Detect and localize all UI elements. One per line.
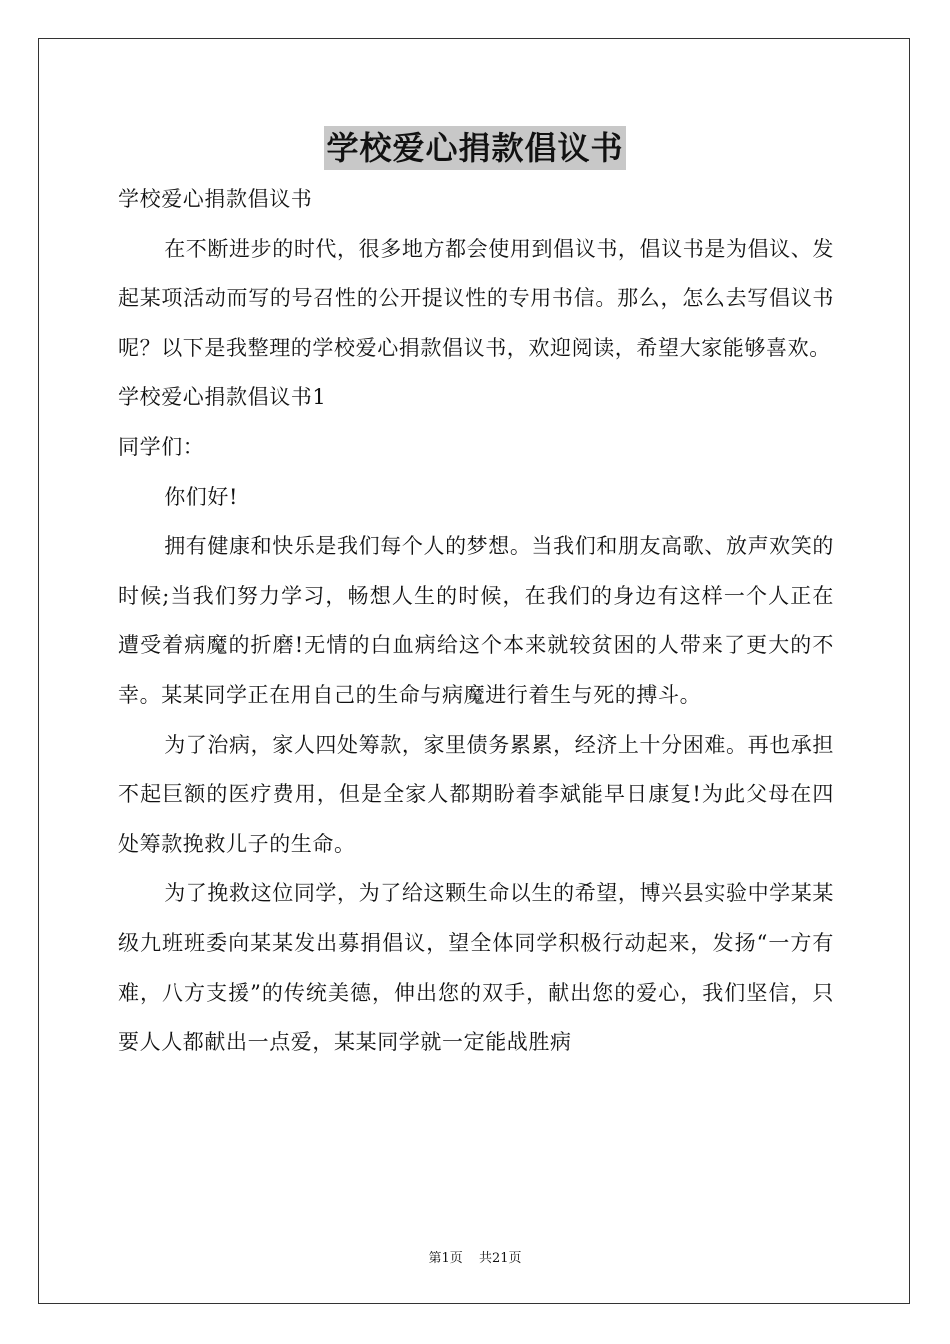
body-paragraph: 拥有健康和快乐是我们每个人的梦想。当我们和朋友高歌、放声欢笑的时候;当我们努力学习，畅想人生的时候，在我们的身边有这样一个人正在遭受着病魔的折磨!无情的白血病给这个本来就较贫困的人带来了更大的不幸。某某同学正在用自己的生命与病魔进行着生与死的搏斗。 bbox=[118, 534, 834, 707]
title-container bbox=[0, 126, 950, 170]
intro-paragraph: 在不断进步的时代，很多地方都会使用到倡议书，倡议书是为倡议、发起某项活动而写的号召性的公开提议性的专用书信。那么，怎么去写倡议书呢？以下是我整理的学校爱心捐款倡议书，欢迎阅读，希望大家能够喜欢。 bbox=[118, 236, 834, 360]
page-number: 第1页 bbox=[428, 1251, 463, 1266]
body-paragraph: 为了挽救这位同学，为了给这颗生命以生的希望，博兴县实验中学某某级九班班委向某某发出募捐倡议，望全体同学积极行动起来，发扬“一方有难，八方支援”的传统美德，伸出您的双手，献出您的爱心，我们坚信，只要人人都献出一点爱，某某同学就一定能战胜病 bbox=[118, 881, 834, 1055]
body-paragraph: 为了治病，家人四处筹款，家里债务累累，经济上十分困难。再也承担不起巨额的医疗费用，但是全家人都期盼着李斌能早日康复!为此父母在四处筹款挽救儿子的生命。 bbox=[118, 732, 834, 856]
page-footer bbox=[0, 1247, 950, 1266]
section-heading: 学校爱心捐款倡议书1 bbox=[118, 385, 327, 410]
greeting: 你们好! bbox=[164, 484, 239, 509]
document-title: 学校爱心捐款倡议书 bbox=[324, 126, 625, 170]
document-body bbox=[118, 175, 834, 1068]
document-subtitle: 学校爱心捐款倡议书 bbox=[118, 187, 313, 211]
page-total: 共21页 bbox=[478, 1251, 522, 1266]
salutation: 同学们： bbox=[118, 434, 205, 459]
